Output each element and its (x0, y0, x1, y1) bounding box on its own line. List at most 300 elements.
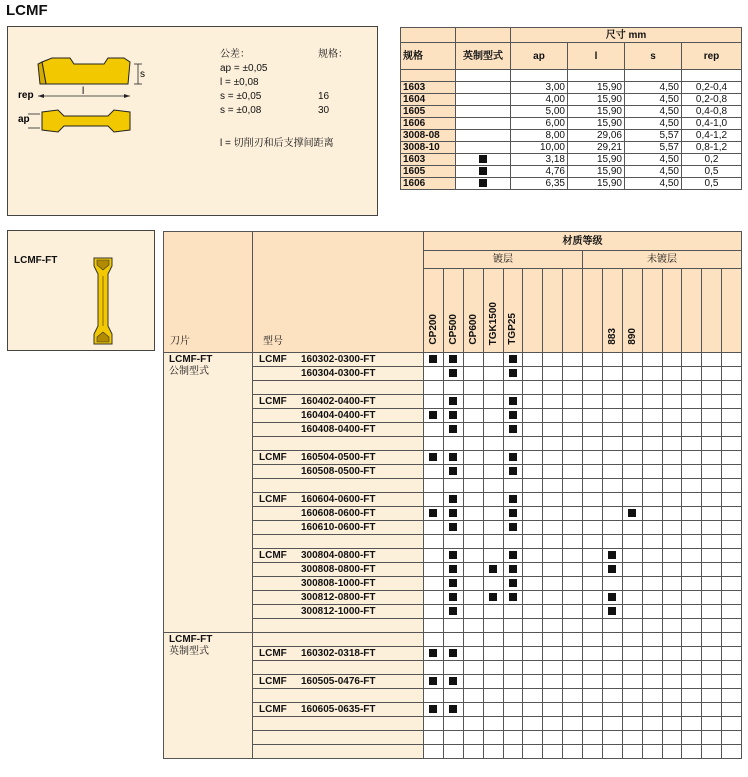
model-code: 160505-0476-FT (301, 676, 376, 687)
imperial-cell (456, 130, 511, 142)
grade-cell (583, 717, 603, 731)
dim-rep: 0,8-1,2 (682, 142, 742, 154)
dim-ap: 8,00 (511, 130, 568, 142)
grade-cell (463, 465, 483, 479)
model-code: 160404-0400-FT (301, 410, 376, 421)
grade-col-header (563, 269, 583, 353)
dim-l: 15,90 (568, 166, 625, 178)
dim-l: 29,06 (568, 130, 625, 142)
grade-cell (523, 661, 543, 675)
grade-cell (642, 591, 662, 605)
availability-mark (449, 495, 457, 503)
grade-cell (642, 703, 662, 717)
grade-cell (463, 577, 483, 591)
grade-cell (622, 535, 642, 549)
grade-cell (503, 353, 523, 367)
grade-cell (583, 647, 603, 661)
l-tolerance: l = ±0,08 (220, 77, 259, 88)
grade-cell (483, 675, 503, 689)
grade-cell (424, 409, 444, 423)
insert-section (164, 353, 253, 633)
grade-cell (483, 479, 503, 493)
grade-cell (583, 605, 603, 619)
grade-cell (602, 717, 622, 731)
dim-s: 4,50 (625, 106, 682, 118)
grade-cell (443, 591, 463, 605)
dim-ap: 4,00 (511, 94, 568, 106)
grade-cell (424, 549, 444, 563)
grade-cell (563, 661, 583, 675)
grade-cell (443, 395, 463, 409)
dimension-row (401, 154, 742, 166)
grade-cell (662, 745, 682, 759)
grade-cell (463, 605, 483, 619)
grade-cell (483, 367, 503, 381)
grade-cell (523, 507, 543, 521)
availability-mark (509, 565, 517, 573)
grade-cell (483, 689, 503, 703)
grade-cell (523, 465, 543, 479)
model-cell (253, 465, 424, 479)
grade-cell (443, 619, 463, 633)
grade-cell (463, 507, 483, 521)
grade-cell (702, 731, 722, 745)
grade-cell (503, 493, 523, 507)
model-code: 160304-0300-FT (301, 368, 376, 379)
grade-cell (622, 353, 642, 367)
grade-cell (722, 661, 742, 675)
grade-cell (622, 745, 642, 759)
dim-l: 29,21 (568, 142, 625, 154)
grade-cell (722, 409, 742, 423)
grade-col-header (483, 269, 503, 353)
grade-cell (543, 703, 563, 717)
grade-cell (622, 619, 642, 633)
grade-cell (642, 549, 662, 563)
availability-mark (509, 411, 517, 419)
grade-cell (583, 479, 603, 493)
grade-cell (463, 661, 483, 675)
dimension-group-header: 尺寸 mm (511, 28, 742, 43)
grade-cell (443, 409, 463, 423)
grade-cell (642, 605, 662, 619)
grade-cell (702, 703, 722, 717)
dim-s: 5,57 (625, 130, 682, 142)
grade-cell (622, 451, 642, 465)
grade-cell (523, 619, 543, 633)
grade-name: CP500 (447, 314, 459, 345)
grade-cell (602, 703, 622, 717)
grade-cell (443, 451, 463, 465)
grade-cell (642, 507, 662, 521)
grade-cell (682, 367, 702, 381)
grade-cell (622, 661, 642, 675)
grade-cell (662, 619, 682, 633)
grade-cell (523, 745, 543, 759)
model-prefix: LCMF (259, 704, 287, 715)
grade-cell (622, 479, 642, 493)
grade-cell (463, 493, 483, 507)
grade-cell (702, 451, 722, 465)
grade-cell (642, 661, 662, 675)
grade-cell (503, 591, 523, 605)
grade-cell (563, 605, 583, 619)
grade-cell (463, 633, 483, 647)
grade-cell (682, 507, 702, 521)
grade-cell (722, 451, 742, 465)
grade-cell (543, 437, 563, 451)
grade-cell (563, 395, 583, 409)
grade-name: 883 (606, 328, 618, 345)
grade-cell (702, 535, 722, 549)
size-value-2: 30 (318, 105, 330, 116)
dimension-row (401, 142, 742, 154)
grade-cell (622, 549, 642, 563)
grade-cell (503, 437, 523, 451)
grade-cell (602, 647, 622, 661)
grade-cell (503, 535, 523, 549)
grade-cell (463, 619, 483, 633)
model-prefix: LCMF (259, 396, 287, 407)
model-cell (253, 717, 424, 731)
model-cell (253, 395, 424, 409)
dim-rep: 0,4-0,8 (682, 106, 742, 118)
grade-col-header (583, 269, 603, 353)
grade-cell (622, 717, 642, 731)
grade-cell (503, 549, 523, 563)
availability-mark (449, 607, 457, 615)
grade-cell (424, 367, 444, 381)
grade-cell (583, 731, 603, 745)
grade-cell (443, 731, 463, 745)
grade-col-header (424, 269, 444, 353)
availability-mark (509, 523, 517, 531)
model-prefix: LCMF (259, 648, 287, 659)
grade-cell (503, 703, 523, 717)
grade-cell (602, 493, 622, 507)
grade-cell (642, 381, 662, 395)
col-rep: rep (682, 43, 742, 70)
grade-cell (682, 409, 702, 423)
model-code: 300808-1000-FT (301, 578, 376, 589)
grade-cell (463, 409, 483, 423)
grade-col-header (503, 269, 523, 353)
grade-cell (662, 703, 682, 717)
grade-cell (443, 717, 463, 731)
grade-cell (523, 437, 543, 451)
grade-cell (722, 521, 742, 535)
grade-cell (563, 577, 583, 591)
col-l: l (568, 43, 625, 70)
size-label: 规格： (318, 49, 348, 60)
grade-cell (662, 381, 682, 395)
imperial-cell (456, 142, 511, 154)
dim-l: 15,90 (568, 178, 625, 190)
grade-cell (543, 381, 563, 395)
grade-cell (642, 395, 662, 409)
availability-mark (449, 425, 457, 433)
dim-l: 15,90 (568, 154, 625, 166)
grade-cell (523, 535, 543, 549)
grade-cell (443, 535, 463, 549)
dim-s: 5,57 (625, 142, 682, 154)
grade-cell (642, 689, 662, 703)
grade-cell (602, 535, 622, 549)
grade-cell (702, 591, 722, 605)
grade-name: CP200 (427, 314, 439, 345)
grade-cell (424, 647, 444, 661)
grade-cell (443, 521, 463, 535)
grade-cell (523, 689, 543, 703)
grade-cell (722, 703, 742, 717)
model-cell (253, 731, 424, 745)
grade-cell (483, 745, 503, 759)
grade-cell (463, 703, 483, 717)
grade-cell (662, 717, 682, 731)
model-header-label: 型号 (263, 336, 283, 347)
grade-cell (523, 717, 543, 731)
ft-insert-image (88, 254, 118, 348)
model-prefix: LCMF (259, 676, 287, 687)
grade-cell (702, 353, 722, 367)
grade-cell (642, 465, 662, 479)
grade-cell (424, 675, 444, 689)
grade-cell (563, 591, 583, 605)
grade-cell (682, 689, 702, 703)
grade-cell (463, 451, 483, 465)
grade-cell (662, 423, 682, 437)
availability-mark (509, 355, 517, 363)
grade-cell (483, 535, 503, 549)
dim-s: 4,50 (625, 94, 682, 106)
grade-cell (662, 605, 682, 619)
grade-cell (642, 535, 662, 549)
grade-cell (662, 549, 682, 563)
grade-cell (602, 395, 622, 409)
grade-cell (463, 717, 483, 731)
grade-cell (503, 423, 523, 437)
grade-cell (543, 465, 563, 479)
grade-cell (523, 703, 543, 717)
grade-cell (722, 731, 742, 745)
model-code: 160605-0635-FT (301, 704, 376, 715)
model-cell (253, 549, 424, 563)
model-cell (253, 745, 424, 759)
grade-cell (483, 703, 503, 717)
dim-rep: 0,2 (682, 154, 742, 166)
grade-cell (702, 423, 722, 437)
grade-cell (543, 745, 563, 759)
availability-mark (429, 705, 437, 713)
model-code: 160504-0500-FT (301, 452, 376, 463)
model-prefix: LCMF (259, 494, 287, 505)
grade-cell (702, 689, 722, 703)
availability-mark (479, 155, 487, 163)
grade-cell (503, 661, 523, 675)
grade-cell (563, 507, 583, 521)
imperial-cell (456, 178, 511, 190)
grade-cell (483, 507, 503, 521)
grade-cell (443, 647, 463, 661)
grade-cell (483, 353, 503, 367)
dim-s: 4,50 (625, 118, 682, 130)
size-code: 1606 (401, 178, 456, 190)
section-name: LCMF-FT (169, 634, 213, 645)
grade-cell (463, 647, 483, 661)
grade-cell (702, 521, 722, 535)
grade-cell (563, 521, 583, 535)
availability-mark (429, 649, 437, 657)
grade-cell (483, 717, 503, 731)
availability-mark (449, 649, 457, 657)
grade-cell (583, 619, 603, 633)
availability-mark (608, 551, 616, 559)
grade-cell (682, 437, 702, 451)
grade-cell (503, 395, 523, 409)
availability-mark (449, 705, 457, 713)
grade-cell (523, 591, 543, 605)
grade-cell (682, 465, 702, 479)
grade-cell (682, 619, 702, 633)
grade-cell (543, 493, 563, 507)
grade-cell (662, 367, 682, 381)
grade-cell (424, 395, 444, 409)
grade-cell (722, 591, 742, 605)
imperial-cell (456, 94, 511, 106)
size-code: 3008-10 (401, 142, 456, 154)
grade-cell (722, 381, 742, 395)
grade-cell (563, 563, 583, 577)
availability-mark (449, 677, 457, 685)
grade-cell (642, 479, 662, 493)
model-code: 300812-0800-FT (301, 592, 376, 603)
dim-rep: 0,4-1,0 (682, 118, 742, 130)
dim-l: 15,90 (568, 82, 625, 94)
availability-mark (449, 467, 457, 475)
ft-picture-panel (7, 230, 155, 351)
imperial-cell (456, 82, 511, 94)
diagram-label-l: l (82, 86, 85, 97)
grade-cell (662, 535, 682, 549)
grade-cell (602, 661, 622, 675)
grade-cell (583, 689, 603, 703)
grade-cell (583, 437, 603, 451)
grade-cell (622, 605, 642, 619)
grade-cell (463, 521, 483, 535)
grade-cell (583, 423, 603, 437)
grade-cell (523, 647, 543, 661)
grade-cell (602, 577, 622, 591)
grade-cell (443, 353, 463, 367)
grade-cell (583, 577, 603, 591)
grade-cell (443, 605, 463, 619)
grade-cell (662, 577, 682, 591)
grade-col-header (642, 269, 662, 353)
size-list (318, 48, 348, 118)
size-code: 1604 (401, 94, 456, 106)
grade-cell (543, 535, 563, 549)
grade-cell (642, 493, 662, 507)
grade-cell (424, 353, 444, 367)
imperial-cell (456, 154, 511, 166)
model-cell (253, 563, 424, 577)
grade-cell (443, 367, 463, 381)
grade-cell (523, 633, 543, 647)
grade-cell (642, 619, 662, 633)
grade-cell (543, 661, 563, 675)
section-subname: 英制型式 (169, 646, 209, 657)
model-cell (253, 577, 424, 591)
grade-cell (682, 675, 702, 689)
grade-cell (483, 549, 503, 563)
availability-mark (449, 355, 457, 363)
grade-col-header (682, 269, 702, 353)
grade-cell (722, 465, 742, 479)
diagram-label-s: s (140, 69, 145, 80)
availability-mark (509, 467, 517, 475)
grade-cell (722, 633, 742, 647)
grade-cell (722, 395, 742, 409)
grade-cell (543, 731, 563, 745)
grade-cell (563, 731, 583, 745)
s-tolerance-1: s = ±0,05 (220, 91, 262, 102)
dim-l: 15,90 (568, 106, 625, 118)
grade-cell (424, 731, 444, 745)
grade-cell (702, 661, 722, 675)
grade-cell (463, 381, 483, 395)
grade-cell (702, 745, 722, 759)
availability-mark (429, 411, 437, 419)
dim-rep: 0,5 (682, 178, 742, 190)
grade-cell (722, 367, 742, 381)
grade-cell (483, 465, 503, 479)
grade-cell (424, 661, 444, 675)
grade-cell (702, 493, 722, 507)
grade-cell (682, 633, 702, 647)
grade-cell (563, 619, 583, 633)
grade-cell (642, 675, 662, 689)
grade-col-header (543, 269, 563, 353)
grade-cell (483, 409, 503, 423)
grade-cell (563, 353, 583, 367)
grade-cell (483, 605, 503, 619)
grade-cell (682, 605, 702, 619)
grade-cell (523, 381, 543, 395)
grade-cell (443, 507, 463, 521)
grade-cell (424, 521, 444, 535)
grade-cell (622, 409, 642, 423)
grade-cell (583, 465, 603, 479)
grade-cell (583, 563, 603, 577)
availability-mark (489, 565, 497, 573)
grade-cell (503, 717, 523, 731)
grade-cell (722, 745, 742, 759)
grade-cell (563, 633, 583, 647)
grade-cell (702, 577, 722, 591)
tolerance-label: 公差： (220, 49, 250, 60)
col-size: 规格 (401, 43, 456, 70)
model-cell (253, 507, 424, 521)
grade-cell (622, 437, 642, 451)
grade-cell (483, 521, 503, 535)
model-header (253, 232, 424, 353)
dim-ap: 3,00 (511, 82, 568, 94)
grade-cell (443, 465, 463, 479)
grade-cell (583, 745, 603, 759)
grade-name: 890 (626, 328, 638, 345)
grade-cell (443, 437, 463, 451)
grade-cell (503, 745, 523, 759)
